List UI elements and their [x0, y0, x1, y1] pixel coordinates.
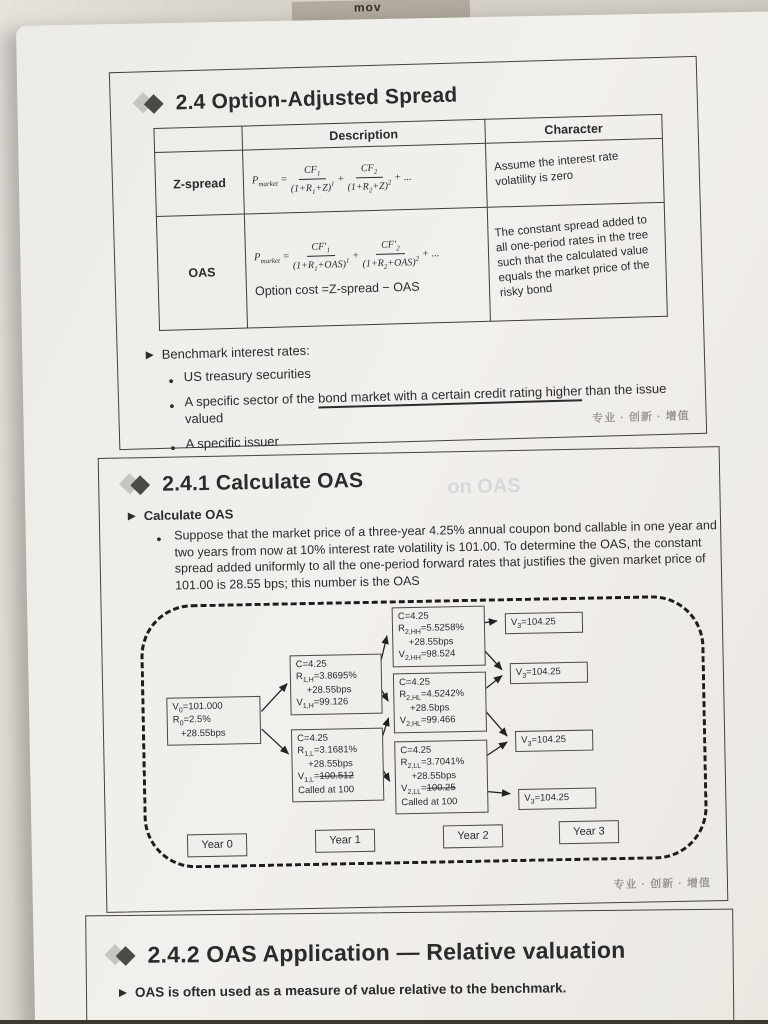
table-corner-cell: [154, 126, 243, 152]
slide3-title: 2.4.2 OAS Application — Relative valuation: [147, 936, 626, 968]
tree-node-year3-1: [505, 611, 583, 634]
calculate-oas-subheading: Calculate OAS: [143, 506, 234, 524]
fraction-denominator: $(1+R_2+Z)^2$: [347, 178, 392, 195]
formula-plus: +: [352, 250, 360, 263]
benchmark-item-1-text: US treasury securities: [183, 365, 312, 385]
zspread-row-label: Z-spread: [155, 150, 245, 216]
year-label-0: Year 0: [187, 833, 247, 857]
tree-node-line: $R_{1,H}=3.8695\%$: [295, 669, 357, 684]
dot-bullet-icon: [168, 368, 184, 386]
tree-node-line: +28.55bps: [172, 728, 226, 741]
oas-formula: [254, 237, 485, 275]
benchmark-item-3-text: A specific issuer: [185, 433, 280, 451]
brand-logo: 专业 · 创新 · 增值: [613, 877, 712, 892]
tree-node-line: $V_3=104.25$: [521, 733, 567, 748]
year-label-3: Year 3: [559, 820, 619, 844]
benchmark-heading: Benchmark interest rates:: [161, 342, 311, 362]
formula-fraction: [290, 164, 335, 197]
tree-node-year3-3: [515, 729, 593, 752]
tree-node-line: $R_{1,L}=3.1681\%$: [297, 743, 358, 758]
formula-fraction: [362, 239, 419, 272]
tree-node-year2-hh: [392, 605, 486, 667]
tree-node-line: $V_3=104.25$: [524, 791, 570, 806]
tree-node-line: Called at 100: [298, 784, 355, 797]
year-label-1: Year 1: [315, 828, 375, 852]
tree-node-line: +28.55bps: [297, 758, 353, 771]
tree-node-year3-2: [510, 661, 588, 684]
option-cost-equation: Option cost =Z-spread − OAS: [254, 279, 420, 298]
tree-node-line: +28.55bps: [398, 636, 454, 649]
slide2-title: 2.4.1 Calculate OAS: [161, 468, 364, 496]
diamond-bullet-icon: [106, 943, 138, 967]
tree-node-line: $V_3=104.25$: [510, 615, 556, 630]
dot-bullet-icon: [170, 435, 186, 453]
tree-node-line: $R_{2,HL}=4.5242\%$: [399, 687, 465, 702]
benchmark-item-2-post: than the issue valued: [184, 380, 667, 427]
binomial-tree-diagram: [140, 594, 709, 869]
tree-node-line: C=4.25: [297, 732, 329, 744]
zspread-oas-table: [153, 114, 667, 331]
oas-row-label: OAS: [156, 214, 247, 330]
formula-tail: + ...: [421, 248, 440, 261]
tree-node-line: +28.5bps: [399, 702, 450, 715]
tree-node-line: C=4.25: [295, 658, 327, 670]
benchmark-section: [146, 332, 707, 454]
diamond-bullet-icon: [134, 92, 167, 117]
tree-node-year2-ll: [394, 739, 488, 814]
benchmark-item-2-pre: A specific sector of the: [184, 390, 319, 409]
slide-2-4: [109, 56, 707, 450]
tree-node-year1-high: [290, 653, 383, 715]
tree-node-line: +28.55bps: [400, 770, 457, 783]
zspread-character-text: Assume the interest rate volatility is zero: [493, 150, 619, 188]
tree-node-line: C=4.25: [397, 610, 429, 622]
slide1-title-row: [134, 77, 696, 117]
fraction-numerator: $CF_2$: [356, 163, 383, 179]
slide1-title: 2.4 Option-Adjusted Spread: [175, 83, 458, 115]
tree-node-line: $R_{2,HH}=5.5258\%$: [397, 621, 465, 636]
tree-node-line: Called at 100: [401, 796, 458, 809]
tree-node-line: $V_{1,H}=99.126$: [296, 696, 349, 711]
tree-node-line: +28.55bps: [296, 684, 352, 697]
tree-node-line: $R_{2,LL}=3.7041\%$: [400, 755, 465, 770]
tree-node-line: $V_0=101.000$: [172, 700, 223, 714]
photo-bottom-edge: [0, 1020, 768, 1024]
fraction-numerator: $CF'_2$: [376, 239, 405, 255]
fraction-numerator: $CF'_1$: [306, 241, 335, 257]
arrow-bullet-icon: [146, 351, 154, 359]
arrow-bullet-icon: [119, 989, 127, 997]
tree-node-year3-4: [518, 787, 596, 810]
tree-node-line: $V_{2,LL}=100.25$: [400, 782, 456, 797]
fraction-numerator: $CF_1$: [299, 164, 326, 180]
formula-fraction: [292, 241, 349, 274]
slide-2-4-1: [98, 446, 729, 913]
diamond-bullet-icon: [121, 473, 153, 498]
oas-application-bullet-text: OAS is often used as a measure of value relative to the benchmark.: [134, 980, 567, 1000]
oas-application-bullet: [119, 979, 733, 1000]
formula-lhs: $P_{market}$ =: [253, 251, 290, 266]
formula-plus: +: [337, 173, 345, 185]
tree-node-line: $V_{2,HL}=99.466$: [399, 714, 456, 729]
dot-bullet-icon: [156, 528, 172, 545]
tree-node-line: $V_{1,L}=100.512$: [297, 770, 354, 785]
description-header: Description: [242, 119, 486, 150]
formula-lhs: $P_{market}$ =: [251, 174, 288, 189]
oas-example-text: Suppose that the market price of a three-year 4.25% annual coupon bond callable in one year and two years from now at 10% interest rate volatility is 101.00. To determine the OAS, the constant spread added uniformly to all the one-period forward rates that justifies the given market price of 101.00 is 28.55 bps; this number is the OAS: [174, 518, 717, 593]
tree-node-line: $V_{2,HH}=98.524$: [398, 648, 456, 663]
hand-underlined-phrase: bond market with a certain credit rating higher: [317, 382, 582, 406]
brand-logo: 专业 · 创新 · 增值: [591, 410, 690, 425]
tree-node-line: C=4.25: [400, 744, 432, 756]
oas-example-paragraph: [174, 517, 720, 594]
tree-node-year1-low: [291, 727, 384, 802]
arrow-bullet-icon: [128, 512, 136, 520]
fraction-denominator: $(1+R_1+Z)^1$: [290, 179, 335, 196]
tree-node-line: C=4.25: [398, 676, 431, 688]
oas-character-text: The constant spread added to all one-period rates in the tree such that the calculated value equals the market price of the risky bond: [494, 214, 651, 300]
tree-node-year2-hl: [393, 671, 487, 733]
character-header: Character: [485, 114, 663, 143]
behind-page-text: mov: [353, 0, 382, 15]
slide2-title-row: [121, 462, 719, 497]
fraction-denominator: $(1+R_2+OAS)^2$: [362, 255, 420, 272]
formula-tail: + ...: [394, 171, 412, 184]
slide3-title-row: [106, 936, 732, 970]
fraction-denominator: $(1+R_1+OAS)^1$: [292, 256, 350, 274]
tree-node-line: $V_3=104.25$: [515, 665, 561, 680]
ghost-showthrough-text: on OAS: [447, 474, 521, 499]
formula-fraction: [347, 162, 392, 195]
tree-node-line: $R_0=2.5\%$: [172, 714, 211, 728]
dot-bullet-icon: [169, 393, 185, 429]
zspread-formula: [252, 160, 483, 198]
slide-2-4-2: [85, 909, 735, 1024]
year-label-2: Year 2: [443, 824, 503, 848]
tree-node-year0: [166, 695, 261, 745]
